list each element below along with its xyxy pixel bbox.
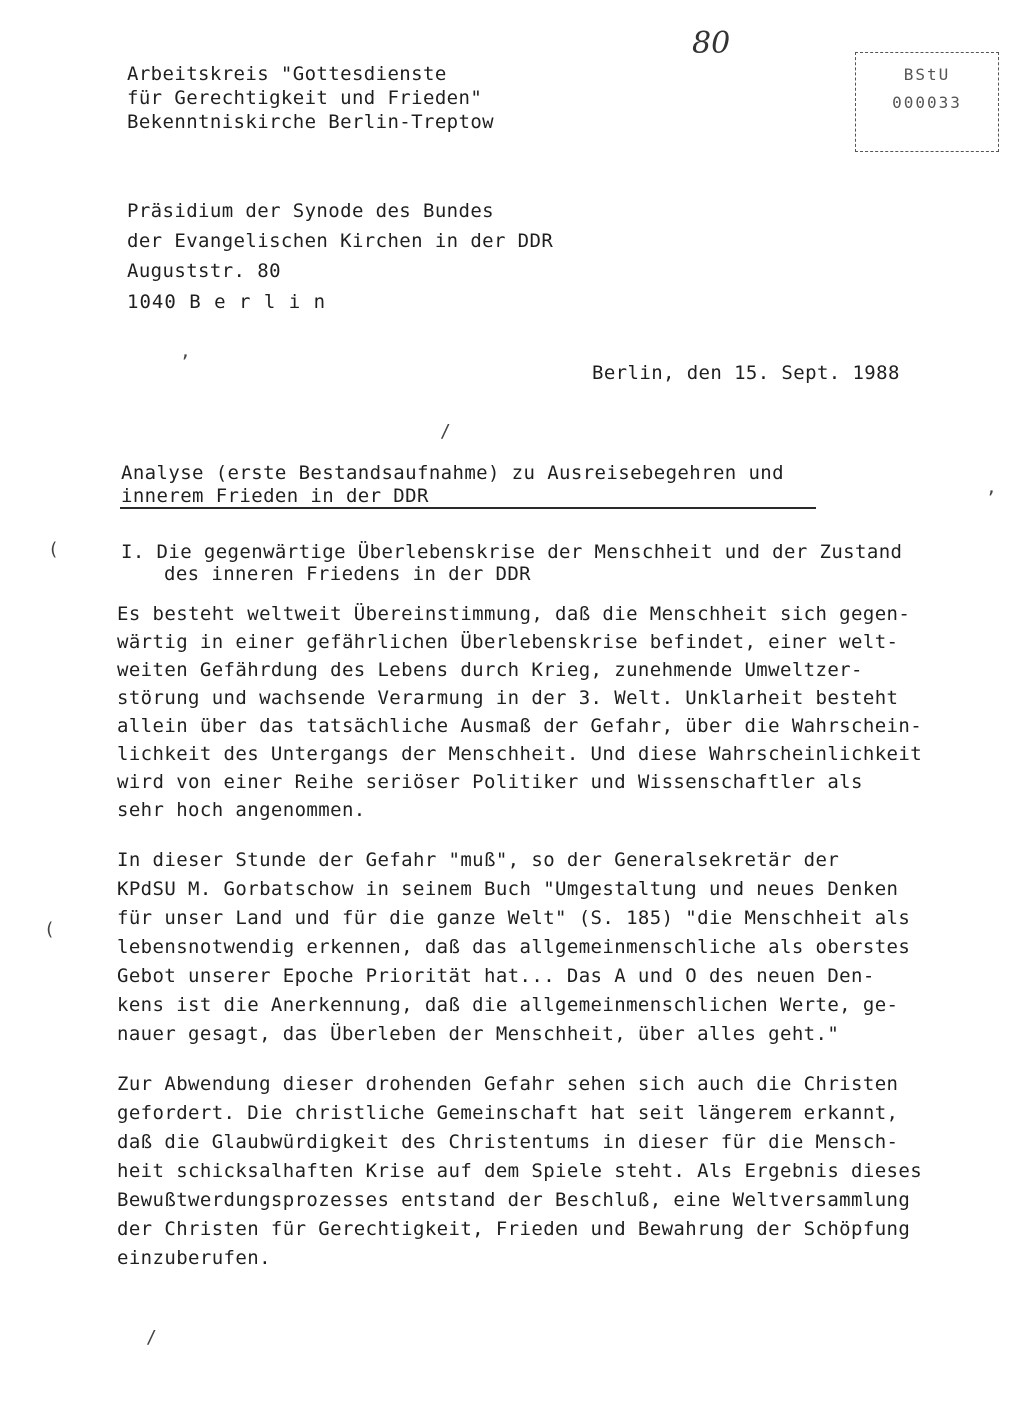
recipient-line: 1040 B e r l i n <box>127 291 327 313</box>
stamp-agency: BStU <box>903 65 951 84</box>
text-line: In dieser Stunde der Gefahr "muß", so der Generalsekretär der <box>117 849 840 871</box>
scan-mark: ( <box>44 919 55 940</box>
scan-mark: , <box>986 477 997 498</box>
text-line: wärtig in einer gefährlichen Überlebenskrise befindet, einer welt- <box>117 631 899 653</box>
section-heading-line: I. Die gegenwärtige Überlebenskrise der Menschheit und der Zustand <box>121 541 903 563</box>
archive-stamp <box>855 52 999 152</box>
text-line: gefordert. Die christliche Gemeinschaft hat seit längerem erkannt, <box>117 1102 899 1124</box>
sender-line: für Gerechtigkeit und Frieden" <box>127 87 483 109</box>
text-line: kens ist die Anerkennung, daß die allgemeinmenschlichen Werte, ge- <box>117 994 899 1016</box>
text-line: nauer gesagt, das Überleben der Menschheit, über alles geht." <box>117 1023 840 1045</box>
text-line: lebensnotwendig erkennen, daß das allgemeinmenschliche als oberstes <box>117 936 911 958</box>
text-line: Bewußtwerdungsprozesses entstand der Beschluß, eine Weltversammlung <box>117 1189 911 1211</box>
text-line: sehr hoch angenommen. <box>117 799 366 821</box>
scan-mark: , <box>180 341 191 362</box>
scan-mark: ( <box>48 539 59 560</box>
text-line: Es besteht weltweit Übereinstimmung, daß die Menschheit sich gegen- <box>117 603 911 625</box>
section-heading-line: des inneren Friedens in der DDR <box>164 563 532 585</box>
handwritten-page-number: 80 <box>692 26 731 61</box>
text-line: für unser Land und für die ganze Welt" (S. 185) "die Menschheit als <box>117 907 911 929</box>
scan-mark: / <box>146 1327 157 1348</box>
recipient-line: der Evangelischen Kirchen in der DDR <box>127 230 554 252</box>
date-line: Berlin, den 15. Sept. 1988 <box>592 362 900 384</box>
text-line: KPdSU M. Gorbatschow in seinem Buch "Umgestaltung und neues Denken <box>117 878 899 900</box>
subject-line: innerem Frieden in der DDR <box>121 485 429 507</box>
text-line: störung und wachsende Verarmung in der 3. Welt. Unklarheit besteht <box>117 687 899 709</box>
scan-mark: / <box>440 421 451 442</box>
text-line: allein über das tatsächliche Ausmaß der Gefahr, über die Wahrschein- <box>117 715 923 737</box>
text-line: weiten Gefährdung des Lebens durch Krieg, zunehmende Umweltzer- <box>117 659 863 681</box>
sender-line: Arbeitskreis "Gottesdienste <box>127 63 447 85</box>
recipient-line: Auguststr. 80 <box>127 260 281 282</box>
stamp-number: 000033 <box>892 93 962 112</box>
subject-underline <box>120 507 816 509</box>
sender-line: Bekenntniskirche Berlin-Treptow <box>127 111 495 133</box>
text-line: Gebot unserer Epoche Priorität hat... Das A und O des neuen Den- <box>117 965 875 987</box>
text-line: daß die Glaubwürdigkeit des Christentums in dieser für die Mensch- <box>117 1131 899 1153</box>
text-line: heit schicksalhaften Krise auf dem Spiele steht. Als Ergebnis dieses <box>117 1160 923 1182</box>
subject-line: Analyse (erste Bestandsaufnahme) zu Ausreisebegehren und <box>121 462 784 484</box>
text-line: wird von einer Reihe seriöser Politiker und Wissenschaftler als <box>117 771 863 793</box>
recipient-line: Präsidium der Synode des Bundes <box>127 200 495 222</box>
text-line: lichkeit des Untergangs der Menschheit. Und diese Wahrscheinlichkeit <box>117 743 923 765</box>
text-line: der Christen für Gerechtigkeit, Frieden und Bewahrung der Schöpfung <box>117 1218 911 1240</box>
text-line: einzuberufen. <box>117 1247 271 1269</box>
text-line: Zur Abwendung dieser drohenden Gefahr sehen sich auch die Christen <box>117 1073 899 1095</box>
